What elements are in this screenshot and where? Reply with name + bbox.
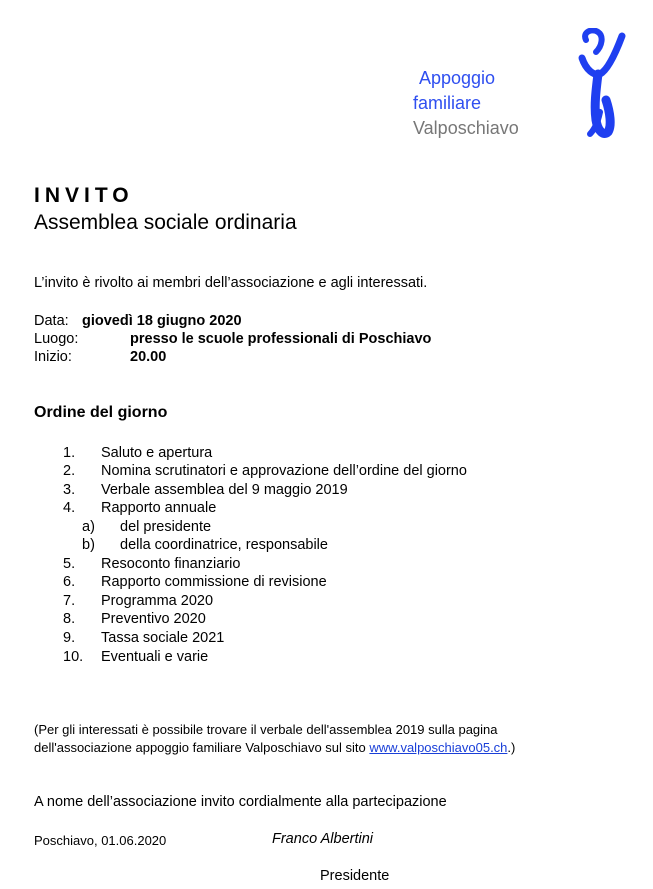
agenda-item-number: 5. bbox=[63, 556, 76, 572]
logo-line-1: Appoggio bbox=[419, 68, 496, 88]
agenda-heading: Ordine del giorno bbox=[34, 404, 168, 421]
title-subheading: Assemblea sociale ordinaria bbox=[34, 211, 297, 234]
agenda-item-number: 7. bbox=[63, 593, 76, 609]
intro-text: L’invito è rivolto ai membri dell’associazione e agli interessati. bbox=[34, 275, 428, 291]
start-value: 20.00 bbox=[130, 349, 167, 365]
signature-role: Presidente bbox=[320, 868, 390, 884]
agenda-item-number: 3. bbox=[63, 482, 76, 498]
signature-name: Franco Albertini bbox=[272, 831, 374, 847]
agenda-item-number: 8. bbox=[63, 611, 76, 627]
note-line-2 bbox=[34, 740, 515, 755]
agenda-item-number: a) bbox=[82, 519, 95, 535]
place-label: Luogo: bbox=[34, 331, 79, 347]
agenda-item-label: Verbale assemblea del 9 maggio 2019 bbox=[101, 482, 348, 498]
agenda-item-label: della coordinatrice, responsabile bbox=[120, 537, 328, 553]
agenda-item-label: Rapporto annuale bbox=[101, 500, 217, 516]
agenda-item-number: 10. bbox=[63, 649, 84, 665]
agenda-item-number: b) bbox=[82, 537, 95, 553]
agenda-item-label: Programma 2020 bbox=[101, 593, 214, 609]
note-line-2-end: .) bbox=[507, 740, 516, 755]
agenda-item-label: Rapporto commissione di revisione bbox=[101, 574, 327, 590]
agenda-item-label: Eventuali e varie bbox=[101, 649, 209, 665]
agenda-item-label: Preventivo 2020 bbox=[101, 611, 206, 627]
agenda-item-label: del presidente bbox=[120, 519, 212, 535]
logo-line-2: familiare bbox=[413, 93, 482, 113]
place-value: presso le scuole professionali di Poschiavo bbox=[130, 331, 432, 347]
website-link[interactable]: www.valposchiavo05.ch bbox=[369, 740, 508, 755]
agenda-item-label: Resoconto finanziario bbox=[101, 556, 241, 572]
note-line-1: (Per gli interessati è possibile trovare il verbale dell'assemblea 2019 sulla pagina bbox=[34, 722, 498, 737]
agenda-item-number: 1. bbox=[63, 445, 76, 461]
agenda-item-number: 4. bbox=[63, 500, 76, 516]
title-heading: INVITO bbox=[34, 184, 134, 207]
date-label: Data: bbox=[34, 313, 69, 329]
start-label: Inizio: bbox=[34, 349, 72, 365]
agenda-item-number: 2. bbox=[63, 463, 76, 479]
agenda-item-number: 9. bbox=[63, 630, 76, 646]
logo-line-3: Valposchiavo bbox=[413, 118, 519, 138]
person-figure-icon bbox=[576, 28, 628, 140]
closing-text: A nome dell’associazione invito cordialmente alla partecipazione bbox=[34, 794, 447, 810]
agenda-item-label: Tassa sociale 2021 bbox=[101, 630, 225, 646]
agenda-item-label: Nomina scrutinatori e approvazione dell’ordine del giorno bbox=[101, 463, 467, 479]
date-value: giovedì 18 giugno 2020 bbox=[82, 313, 242, 329]
agenda-item-number: 6. bbox=[63, 574, 76, 590]
note-line-2-text: dell'associazione appoggio familiare Valposchiavo sul sito bbox=[34, 740, 370, 755]
agenda-item-label: Saluto e apertura bbox=[101, 445, 213, 461]
place-date: Poschiavo, 01.06.2020 bbox=[34, 833, 167, 848]
